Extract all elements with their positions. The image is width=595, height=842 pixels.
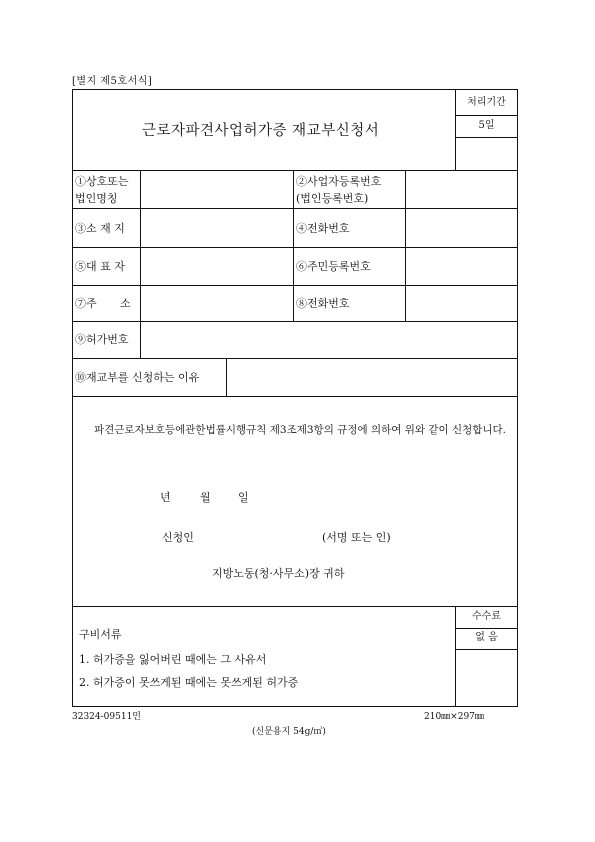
business-name-label-2: 법인명칭 — [75, 192, 118, 205]
form-code: 32324-09511민 — [72, 712, 141, 722]
phone-label-1: ④전화번호 — [296, 222, 350, 235]
rule-processing-2 — [455, 137, 518, 138]
processing-period-value: 5일 — [478, 120, 495, 131]
rule-row4 — [72, 321, 518, 322]
address-label-a: ⑦주 — [75, 297, 97, 310]
rule-processing-1 — [455, 115, 518, 116]
location-label: ③소 재 지 — [75, 222, 125, 235]
rule-docs-top — [72, 606, 518, 607]
required-doc-1: 1. 허가증을 잃어버린 때에는 그 사유서 — [79, 653, 267, 666]
required-docs-heading: 구비서류 — [79, 628, 122, 641]
permit-number-label: ⑨허가번호 — [75, 333, 129, 346]
paper-size: 210㎜×297㎜ — [424, 712, 484, 722]
reissue-reason-label: ⑩재교부를 신청하는 이유 — [75, 371, 200, 384]
rule-mid-col — [293, 170, 294, 321]
fee-label: 수수료 — [472, 611, 501, 622]
application-statement: 파견근로자보호등에관한법률시행규칙 제3조제3항의 규정에 의하여 위와 같이 신청합니다. — [94, 424, 507, 436]
rule-row3 — [72, 285, 518, 286]
form-title: 근로자파견사업허가증 재교부신청서 — [142, 123, 380, 139]
paper-spec: (신문용지 54g/㎡) — [252, 727, 326, 737]
representative-label: ⑤대 표 자 — [75, 260, 125, 273]
applicant-label: 신청인 — [162, 531, 194, 544]
rule-row6 — [72, 396, 518, 397]
rule-row1 — [72, 208, 518, 209]
required-doc-2: 2. 허가증이 못쓰게된 때에는 못쓰게된 허가증 — [79, 676, 299, 689]
date-day: 일 — [238, 491, 249, 504]
rule-fee-1 — [455, 628, 518, 629]
business-reg-no-label-1: ②사업자등록번호 — [296, 175, 382, 188]
resident-reg-no-label: ⑥주민등록번호 — [296, 260, 371, 273]
form-frame — [72, 89, 518, 707]
fee-value: 없 음 — [475, 632, 498, 643]
rule-reason-col — [226, 358, 227, 396]
rule-title-bottom — [72, 170, 518, 171]
rule-fee-2 — [455, 649, 518, 650]
date-month: 월 — [200, 491, 211, 504]
rule-row2 — [72, 247, 518, 248]
form-number: [별지 제5호서식] — [72, 76, 153, 87]
address-label-b: 소 — [120, 297, 131, 310]
business-name-label-1: ①상호또는 — [75, 175, 129, 188]
business-reg-no-label-2: (법인등록번호) — [296, 192, 369, 205]
recipient: 지방노동(청·사무소)장 귀하 — [212, 567, 345, 580]
signature-note: (서명 또는 인) — [322, 531, 391, 544]
rule-label-col-1 — [140, 170, 141, 358]
date-year: 년 — [160, 491, 171, 504]
rule-label-col-2 — [405, 170, 406, 321]
rule-row5 — [72, 358, 518, 359]
phone-label-2: ⑧전화번호 — [296, 297, 350, 310]
processing-period-label: 처리기간 — [467, 97, 506, 108]
